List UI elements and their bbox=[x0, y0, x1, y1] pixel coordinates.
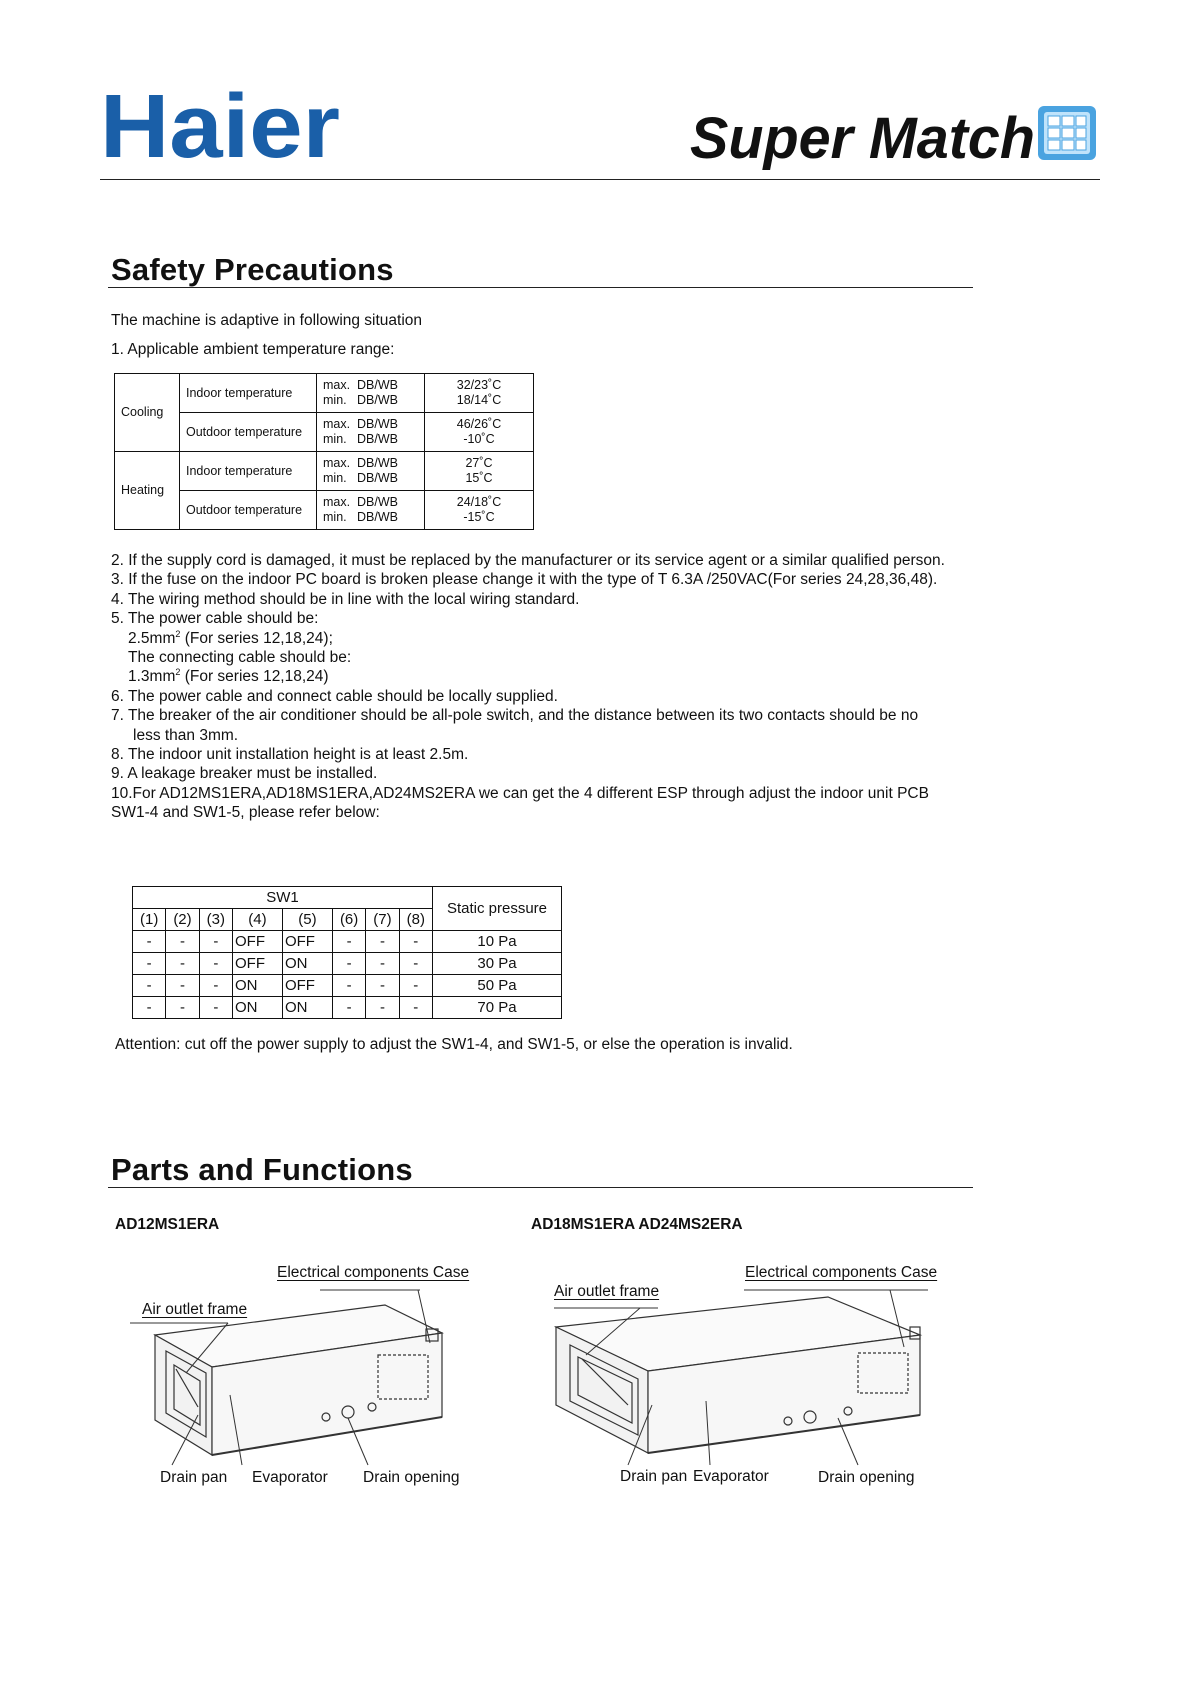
switch-cell: ON bbox=[282, 997, 332, 1019]
note-4: 4. The wiring method should be in line with the local wiring standard. bbox=[111, 590, 580, 608]
location-cell: Indoor temperature bbox=[180, 452, 317, 491]
switch-cell: - bbox=[166, 953, 199, 975]
switch-cell: - bbox=[166, 975, 199, 997]
pressure-cell: 50 Pa bbox=[433, 975, 562, 997]
location-cell: Outdoor temperature bbox=[180, 413, 317, 452]
switch-cell: OFF bbox=[282, 931, 332, 953]
switch-cell: - bbox=[166, 931, 199, 953]
note-5-connecting-heading: The connecting cable should be: bbox=[128, 649, 352, 667]
note-5-power-cable bbox=[111, 629, 991, 648]
note-10: 10.For AD12MS1ERA,AD18MS1ERA,AD24MS2ERA we can get the 4 different ESP through adjust the indoor unit PCB bbox=[111, 784, 929, 802]
switch-cell: - bbox=[199, 997, 232, 1019]
note-5c-sup: 2 bbox=[175, 667, 181, 678]
switch-cell: - bbox=[399, 975, 432, 997]
table-row bbox=[133, 931, 562, 953]
left-unit-diagram bbox=[130, 1255, 490, 1495]
note-5c-base: 1.3mm bbox=[128, 668, 176, 686]
mode-cell: Heating bbox=[115, 452, 180, 530]
table-row bbox=[133, 997, 562, 1019]
mode-cell: Cooling bbox=[115, 374, 180, 452]
value-cell: 32/23˚C 18/14˚C bbox=[425, 374, 534, 413]
column-header: (5) bbox=[282, 909, 332, 931]
note-7: 7. The breaker of the air conditioner should be all-pole switch, and the distance between its two contacts should be no bbox=[111, 707, 919, 725]
left-electrical-case-label: Electrical components Case bbox=[277, 1264, 470, 1281]
switch-cell: - bbox=[399, 997, 432, 1019]
switch-cell: - bbox=[332, 997, 365, 1019]
header-rule bbox=[100, 179, 1100, 180]
right-model-label: AD18MS1ERA AD24MS2ERA bbox=[531, 1216, 743, 1233]
safety-intro: The machine is adaptive in following situation bbox=[111, 312, 423, 329]
haier-logo bbox=[100, 82, 345, 167]
switch-cell: - bbox=[133, 975, 166, 997]
left-unit-drawing bbox=[130, 1255, 490, 1495]
note-9: 9. A leakage breaker must be installed. bbox=[111, 765, 378, 783]
attention-note: Attention: cut off the power supply to adjust the SW1-4, and SW1-5, or else the operation is invalid. bbox=[115, 1036, 793, 1053]
static-pressure-header: Static pressure bbox=[433, 887, 562, 931]
right-unit-diagram bbox=[548, 1255, 948, 1495]
switch-cell: ON bbox=[232, 997, 282, 1019]
switch-cell: - bbox=[199, 953, 232, 975]
value-cell: 46/26˚C -10˚C bbox=[425, 413, 534, 452]
column-header: (3) bbox=[199, 909, 232, 931]
pressure-cell: 30 Pa bbox=[433, 953, 562, 975]
switch-cell: - bbox=[332, 931, 365, 953]
cube-icon bbox=[1038, 106, 1096, 160]
switch-cell: - bbox=[366, 931, 399, 953]
limits-cell: max. DB/WB min. DB/WB bbox=[317, 413, 425, 452]
value-cell: 27˚C 15˚C bbox=[425, 452, 534, 491]
parts-title: Parts and Functions bbox=[111, 1152, 413, 1187]
parts-title-rule bbox=[108, 1187, 973, 1188]
switch-cell: - bbox=[332, 953, 365, 975]
safety-title: Safety Precautions bbox=[111, 252, 394, 287]
sw1-header: SW1 bbox=[133, 887, 433, 909]
note-2: 2. If the supply cord is damaged, it must be replaced by the manufacturer or its service agent or a similar qualified person. bbox=[111, 552, 945, 569]
value-cell: 24/18˚C -15˚C bbox=[425, 491, 534, 530]
right-air-outlet-label: Air outlet frame bbox=[554, 1283, 660, 1300]
table-row bbox=[133, 975, 562, 997]
right-evaporator-label: Evaporator bbox=[693, 1468, 769, 1485]
location-cell: Indoor temperature bbox=[180, 374, 317, 413]
note-5a-rest: (For series 12,18,24); bbox=[180, 629, 333, 647]
switch-cell: - bbox=[366, 997, 399, 1019]
limits-cell: max. DB/WB min. DB/WB bbox=[317, 374, 425, 413]
switch-cell: OFF bbox=[282, 975, 332, 997]
super-match-text: Super Match bbox=[690, 106, 1035, 170]
note-7-cont: less than 3mm. bbox=[133, 726, 239, 744]
left-drain-pan-label: Drain pan bbox=[160, 1469, 228, 1486]
note-5c-rest: (For series 12,18,24) bbox=[180, 668, 329, 686]
location-cell: Outdoor temperature bbox=[180, 491, 317, 530]
switch-cell: - bbox=[332, 975, 365, 997]
switch-cell: ON bbox=[232, 975, 282, 997]
switch-cell: ON bbox=[282, 953, 332, 975]
switch-cell: - bbox=[133, 997, 166, 1019]
switch-cell: - bbox=[133, 931, 166, 953]
column-header: (4) bbox=[232, 909, 282, 931]
switch-cell: - bbox=[199, 931, 232, 953]
left-evaporator-label: Evaporator bbox=[252, 1469, 328, 1486]
right-drain-pan-label: Drain pan bbox=[620, 1468, 688, 1485]
note-5a-sup: 2 bbox=[175, 628, 181, 639]
switch-cell: OFF bbox=[232, 931, 282, 953]
note-6: 6. The power cable and connect cable should be locally supplied. bbox=[111, 687, 558, 705]
column-header: (6) bbox=[332, 909, 365, 931]
column-header: (2) bbox=[166, 909, 199, 931]
table-header-row bbox=[133, 887, 562, 909]
haier-logo-text: Haier bbox=[100, 82, 340, 167]
table-row bbox=[133, 953, 562, 975]
sw1-table bbox=[132, 886, 562, 1019]
note-8: 8. The indoor unit installation height is at least 2.5m. bbox=[111, 746, 469, 764]
column-header: (8) bbox=[399, 909, 432, 931]
switch-cell: - bbox=[133, 953, 166, 975]
note-10-cont: SW1-4 and SW1-5, please refer below: bbox=[111, 804, 380, 822]
limits-cell: max. DB/WB min. DB/WB bbox=[317, 452, 425, 491]
pressure-cell: 10 Pa bbox=[433, 931, 562, 953]
left-air-outlet-label: Air outlet frame bbox=[142, 1301, 248, 1318]
note-5a-base: 2.5mm bbox=[128, 629, 176, 647]
switch-cell: - bbox=[166, 997, 199, 1019]
column-header: (1) bbox=[133, 909, 166, 931]
temperature-range-heading: 1. Applicable ambient temperature range: bbox=[111, 341, 395, 358]
limits-cell: max. DB/WB min. DB/WB bbox=[317, 491, 425, 530]
left-model-label: AD12MS1ERA bbox=[115, 1216, 220, 1233]
safety-title-rule bbox=[108, 287, 973, 288]
safety-notes bbox=[111, 551, 991, 823]
column-header: (7) bbox=[366, 909, 399, 931]
note-3: 3. If the fuse on the indoor PC board is broken please change it with the type of T 6.3A /250VAC(For series 24,28,36,48). bbox=[111, 571, 938, 589]
temperature-table bbox=[114, 373, 534, 530]
note-5: 5. The power cable should be: bbox=[111, 610, 319, 628]
switch-cell: - bbox=[366, 953, 399, 975]
super-match-logo bbox=[690, 100, 1100, 170]
table-row bbox=[115, 452, 534, 491]
note-5-connecting-cable bbox=[111, 667, 991, 686]
switch-cell: - bbox=[399, 953, 432, 975]
switch-cell: - bbox=[399, 931, 432, 953]
right-drain-opening-label: Drain opening bbox=[818, 1469, 915, 1486]
switch-cell: - bbox=[199, 975, 232, 997]
table-row bbox=[115, 374, 534, 413]
switch-cell: OFF bbox=[232, 953, 282, 975]
right-electrical-case-label: Electrical components Case bbox=[745, 1264, 938, 1281]
left-drain-opening-label: Drain opening bbox=[363, 1469, 460, 1486]
switch-cell: - bbox=[366, 975, 399, 997]
pressure-cell: 70 Pa bbox=[433, 997, 562, 1019]
